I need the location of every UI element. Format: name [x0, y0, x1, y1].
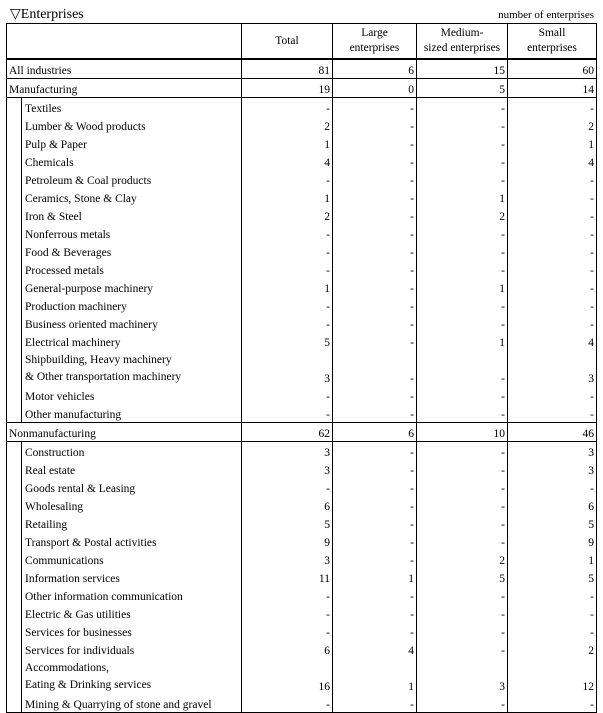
- row-label-text: Mining & Quarrying of stone and gravel: [25, 699, 212, 711]
- cell-medium: -: [417, 296, 508, 314]
- cell-small: -: [508, 278, 597, 296]
- row-label-text: Information services: [25, 573, 120, 585]
- cell-large: -: [333, 260, 417, 278]
- cell-small: -: [508, 386, 597, 404]
- cell-small: -: [508, 622, 597, 640]
- row-label-line: & Other transportation machinery: [25, 371, 182, 383]
- row-label: [7, 550, 242, 568]
- row-label-text: Other manufacturing: [25, 409, 122, 421]
- cell-small: -: [508, 604, 597, 622]
- cell-large: -: [333, 278, 417, 296]
- enterprises-table: [6, 23, 597, 713]
- cell-small: 1: [508, 134, 597, 152]
- indent-rule: [21, 242, 22, 260]
- table-row: [7, 332, 597, 350]
- row-label: [7, 496, 242, 514]
- cell-small: -: [508, 296, 597, 314]
- table-row: [7, 496, 597, 514]
- cell-medium: -: [417, 604, 508, 622]
- table-row: [7, 350, 597, 386]
- indent-rule: [21, 404, 22, 422]
- row-label-text: Manufacturing: [9, 84, 78, 96]
- cell-large: -: [333, 188, 417, 206]
- indent-rule: [21, 622, 22, 640]
- cell-medium: 2: [417, 206, 508, 224]
- row-label: [7, 460, 242, 478]
- table-row: [7, 640, 597, 658]
- cell-medium: 1: [417, 332, 508, 350]
- indent-rule: [21, 350, 22, 386]
- cell-total: -: [242, 98, 333, 117]
- row-label: [7, 658, 242, 694]
- cell-large: 1: [333, 568, 417, 586]
- row-label: [7, 514, 242, 532]
- cell-medium: -: [417, 514, 508, 532]
- row-label: [7, 604, 242, 622]
- row-label-text: Ceramics, Stone & Clay: [25, 193, 137, 205]
- cell-large: 6: [333, 59, 417, 79]
- cell-large: -: [333, 242, 417, 260]
- cell-medium: 5: [417, 79, 508, 98]
- cell-medium: -: [417, 622, 508, 640]
- indent-rule: [21, 134, 22, 152]
- cell-large: -: [333, 134, 417, 152]
- cell-medium: -: [417, 152, 508, 170]
- table-row: [7, 604, 597, 622]
- row-label-text: Services for businesses: [25, 627, 132, 639]
- indent-rule: [21, 314, 22, 332]
- row-label-line: Eating & Drinking services: [25, 679, 152, 691]
- cell-total: -: [242, 622, 333, 640]
- cell-medium: 10: [417, 423, 508, 442]
- header-small-line1: Small: [538, 27, 566, 39]
- indent-rule: [21, 550, 22, 568]
- row-label: [7, 332, 242, 350]
- table-row: [7, 568, 597, 586]
- table-row: [7, 423, 597, 442]
- cell-small: 2: [508, 640, 597, 658]
- header-blank: [7, 24, 242, 60]
- header-medium: [417, 24, 508, 60]
- cell-large: -: [333, 460, 417, 478]
- cell-total: -: [242, 170, 333, 188]
- cell-large: -: [333, 442, 417, 461]
- row-label: [7, 79, 242, 98]
- cell-medium: -: [417, 98, 508, 117]
- cell-large: -: [333, 586, 417, 604]
- table-row: [7, 386, 597, 404]
- table-body: [7, 59, 597, 713]
- row-label: [7, 423, 242, 442]
- cell-medium: -: [417, 404, 508, 423]
- row-label-text: Communications: [25, 555, 104, 567]
- indent-rule: [21, 568, 22, 586]
- cell-large: -: [333, 404, 417, 423]
- row-label: [7, 694, 242, 713]
- header-large-line1: Large: [361, 27, 388, 39]
- cell-large: -: [333, 532, 417, 550]
- cell-small: -: [508, 404, 597, 423]
- cell-medium: -: [417, 496, 508, 514]
- table-row: [7, 404, 597, 423]
- indent-rule: [21, 604, 22, 622]
- indent-rule: [21, 496, 22, 514]
- row-label-line: Accommodations,: [25, 662, 109, 674]
- table-row: [7, 622, 597, 640]
- cell-total: 9: [242, 532, 333, 550]
- row-label: [7, 640, 242, 658]
- cell-large: 0: [333, 79, 417, 98]
- header-large: [333, 24, 417, 60]
- table-row: [7, 224, 597, 242]
- table-row: [7, 59, 597, 79]
- table-row: [7, 314, 597, 332]
- row-label: [7, 350, 242, 386]
- indent-rule: [21, 442, 22, 460]
- table-row: [7, 170, 597, 188]
- row-label: [7, 260, 242, 278]
- row-label: [7, 278, 242, 296]
- row-label: [7, 152, 242, 170]
- cell-small: 3: [508, 350, 597, 386]
- row-label: [7, 442, 242, 461]
- row-label: [7, 478, 242, 496]
- cell-medium: -: [417, 350, 508, 386]
- table-row: [7, 98, 597, 117]
- row-label-text: General-purpose machinery: [25, 283, 154, 295]
- cell-total: 1: [242, 278, 333, 296]
- cell-medium: -: [417, 532, 508, 550]
- cell-total: 1: [242, 188, 333, 206]
- row-label-text: Chemicals: [25, 157, 74, 169]
- cell-small: 46: [508, 423, 597, 442]
- row-label: [7, 188, 242, 206]
- indent-rule: [21, 586, 22, 604]
- row-label-text: Electrical machinery: [25, 337, 121, 349]
- header-large-line2: enterprises: [349, 42, 400, 54]
- cell-total: 4: [242, 152, 333, 170]
- row-label: [7, 404, 242, 423]
- row-label-text: Transport & Postal activities: [25, 537, 157, 549]
- cell-total: 16: [242, 658, 333, 694]
- indent-rule: [21, 224, 22, 242]
- cell-small: 12: [508, 658, 597, 694]
- row-label: [7, 206, 242, 224]
- cell-total: 2: [242, 206, 333, 224]
- cell-total: 6: [242, 640, 333, 658]
- cell-total: -: [242, 314, 333, 332]
- cell-total: -: [242, 478, 333, 496]
- cell-small: 3: [508, 460, 597, 478]
- row-label-text: Petroleum & Coal products: [25, 175, 152, 187]
- cell-small: 4: [508, 332, 597, 350]
- indent-rule: [21, 116, 22, 134]
- indent-rule: [21, 260, 22, 278]
- cell-large: -: [333, 514, 417, 532]
- row-label: [7, 386, 242, 404]
- header-small: [508, 24, 597, 60]
- cell-large: -: [333, 314, 417, 332]
- header-medium-line2: sized enterprises: [423, 42, 501, 54]
- indent-rule: [21, 296, 22, 314]
- header-small-line2: enterprises: [527, 42, 577, 54]
- row-label-text: Goods rental & Leasing: [25, 483, 136, 495]
- cell-small: -: [508, 478, 597, 496]
- cell-small: -: [508, 314, 597, 332]
- cell-medium: -: [417, 386, 508, 404]
- row-label-text: Services for individuals: [25, 645, 135, 657]
- table-row: [7, 116, 597, 134]
- row-label: [7, 134, 242, 152]
- cell-medium: -: [417, 260, 508, 278]
- cell-small: 5: [508, 514, 597, 532]
- cell-medium: -: [417, 134, 508, 152]
- row-label: [7, 296, 242, 314]
- cell-medium: -: [417, 460, 508, 478]
- cell-total: 81: [242, 59, 333, 79]
- cell-total: 11: [242, 568, 333, 586]
- indent-rule: [21, 460, 22, 478]
- table-row: [7, 532, 597, 550]
- row-label-text: Construction: [25, 447, 85, 459]
- row-label-text: Wholesaling: [25, 501, 84, 513]
- cell-total: 5: [242, 514, 333, 532]
- indent-rule: [21, 278, 22, 296]
- cell-small: 3: [508, 442, 597, 461]
- cell-small: 60: [508, 59, 597, 79]
- indent-rule: [21, 98, 22, 116]
- cell-total: -: [242, 386, 333, 404]
- cell-total: 5: [242, 332, 333, 350]
- cell-medium: -: [417, 314, 508, 332]
- row-label: [7, 242, 242, 260]
- cell-total: 19: [242, 79, 333, 98]
- cell-total: -: [242, 604, 333, 622]
- cell-large: -: [333, 152, 417, 170]
- cell-medium: -: [417, 586, 508, 604]
- cell-medium: 5: [417, 568, 508, 586]
- cell-small: 6: [508, 496, 597, 514]
- cell-medium: -: [417, 170, 508, 188]
- row-label-text: Business oriented machinery: [25, 319, 158, 331]
- cell-large: 6: [333, 423, 417, 442]
- table-row: [7, 514, 597, 532]
- cell-total: 3: [242, 460, 333, 478]
- indent-rule: [21, 694, 22, 712]
- cell-large: -: [333, 170, 417, 188]
- cell-total: -: [242, 694, 333, 713]
- cell-large: 1: [333, 658, 417, 694]
- row-label: [7, 170, 242, 188]
- cell-total: -: [242, 586, 333, 604]
- row-label-text: Electric & Gas utilities: [25, 609, 131, 621]
- indent-rule: [21, 188, 22, 206]
- cell-small: -: [508, 206, 597, 224]
- cell-large: -: [333, 694, 417, 713]
- cell-medium: -: [417, 640, 508, 658]
- cell-large: -: [333, 332, 417, 350]
- row-label: [7, 116, 242, 134]
- cell-small: 5: [508, 568, 597, 586]
- row-label-text: Textiles: [25, 103, 62, 115]
- table-row: [7, 242, 597, 260]
- row-label: [7, 314, 242, 332]
- table-caption: ▽Enterprises: [10, 7, 84, 22]
- row-label-text: Nonmanufacturing: [9, 428, 96, 440]
- row-label-text: Motor vehicles: [25, 391, 95, 403]
- cell-large: -: [333, 350, 417, 386]
- row-label-text: Lumber & Wood products: [25, 121, 146, 133]
- table-row: [7, 188, 597, 206]
- table-row: [7, 152, 597, 170]
- row-label-line: Shipbuilding, Heavy machinery: [25, 354, 172, 366]
- indent-rule: [21, 206, 22, 224]
- cell-small: -: [508, 242, 597, 260]
- cell-small: 14: [508, 79, 597, 98]
- cell-total: 3: [242, 550, 333, 568]
- row-label: [7, 224, 242, 242]
- cell-small: 2: [508, 116, 597, 134]
- cell-small: -: [508, 170, 597, 188]
- table-row: [7, 694, 597, 713]
- cell-large: -: [333, 98, 417, 117]
- cell-large: -: [333, 496, 417, 514]
- cell-total: 1: [242, 134, 333, 152]
- cell-medium: 1: [417, 188, 508, 206]
- cell-total: -: [242, 260, 333, 278]
- cell-large: -: [333, 386, 417, 404]
- row-label-text: Nonferrous metals: [25, 229, 111, 241]
- row-label-text: Retailing: [25, 519, 68, 531]
- indent-rule: [21, 478, 22, 496]
- table-row: [7, 278, 597, 296]
- table-row: [7, 586, 597, 604]
- cell-medium: -: [417, 694, 508, 713]
- cell-large: -: [333, 206, 417, 224]
- row-label: [7, 568, 242, 586]
- cell-large: -: [333, 116, 417, 134]
- unit-note: number of enterprises: [498, 9, 594, 21]
- row-label: [7, 532, 242, 550]
- cell-medium: 2: [417, 550, 508, 568]
- cell-large: -: [333, 622, 417, 640]
- cell-small: -: [508, 188, 597, 206]
- cell-small: -: [508, 224, 597, 242]
- indent-rule: [21, 640, 22, 658]
- cell-medium: 3: [417, 658, 508, 694]
- cell-medium: -: [417, 116, 508, 134]
- cell-large: -: [333, 604, 417, 622]
- row-label-text: Pulp & Paper: [25, 139, 87, 151]
- header-total: Total: [242, 24, 333, 60]
- indent-rule: [21, 332, 22, 350]
- cell-small: -: [508, 260, 597, 278]
- cell-medium: 1: [417, 278, 508, 296]
- cell-large: -: [333, 224, 417, 242]
- indent-rule: [21, 386, 22, 404]
- table-row: [7, 658, 597, 694]
- table-row: [7, 442, 597, 461]
- row-label-text: Production machinery: [25, 301, 127, 313]
- table-row: [7, 550, 597, 568]
- cell-small: -: [508, 694, 597, 713]
- cell-total: -: [242, 404, 333, 423]
- cell-small: -: [508, 98, 597, 117]
- cell-total: 3: [242, 442, 333, 461]
- indent-rule: [21, 152, 22, 170]
- row-label-text: All industries: [9, 65, 72, 77]
- cell-total: -: [242, 242, 333, 260]
- row-label-text: Food & Beverages: [25, 247, 112, 259]
- cell-large: 4: [333, 640, 417, 658]
- table-row: [7, 206, 597, 224]
- header-medium-line1: Medium-: [440, 27, 484, 39]
- indent-rule: [21, 170, 22, 188]
- table-row: [7, 460, 597, 478]
- indent-rule: [21, 532, 22, 550]
- cell-small: 4: [508, 152, 597, 170]
- cell-small: 9: [508, 532, 597, 550]
- row-label-text: Real estate: [25, 465, 76, 477]
- row-label-text: Processed metals: [25, 265, 104, 277]
- cell-medium: -: [417, 442, 508, 461]
- cell-total: 6: [242, 496, 333, 514]
- cell-small: -: [508, 586, 597, 604]
- table-row: [7, 296, 597, 314]
- row-label: [7, 586, 242, 604]
- cell-medium: -: [417, 224, 508, 242]
- indent-rule: [21, 514, 22, 532]
- header-row: [7, 24, 597, 60]
- table-row: [7, 260, 597, 278]
- row-label: [7, 59, 242, 79]
- cell-large: -: [333, 296, 417, 314]
- cell-medium: -: [417, 242, 508, 260]
- cell-total: 62: [242, 423, 333, 442]
- cell-large: -: [333, 550, 417, 568]
- indent-rule: [21, 658, 22, 694]
- row-label-text: Other information communication: [25, 591, 183, 603]
- cell-total: 2: [242, 116, 333, 134]
- table-row: [7, 79, 597, 98]
- cell-medium: 15: [417, 59, 508, 79]
- row-label: [7, 98, 242, 117]
- row-label: [7, 622, 242, 640]
- cell-large: -: [333, 478, 417, 496]
- cell-medium: -: [417, 478, 508, 496]
- table-row: [7, 134, 597, 152]
- cell-small: 1: [508, 550, 597, 568]
- row-label-text: Iron & Steel: [25, 211, 82, 223]
- table-row: [7, 478, 597, 496]
- cell-total: 3: [242, 350, 333, 386]
- cell-total: -: [242, 224, 333, 242]
- cell-total: -: [242, 296, 333, 314]
